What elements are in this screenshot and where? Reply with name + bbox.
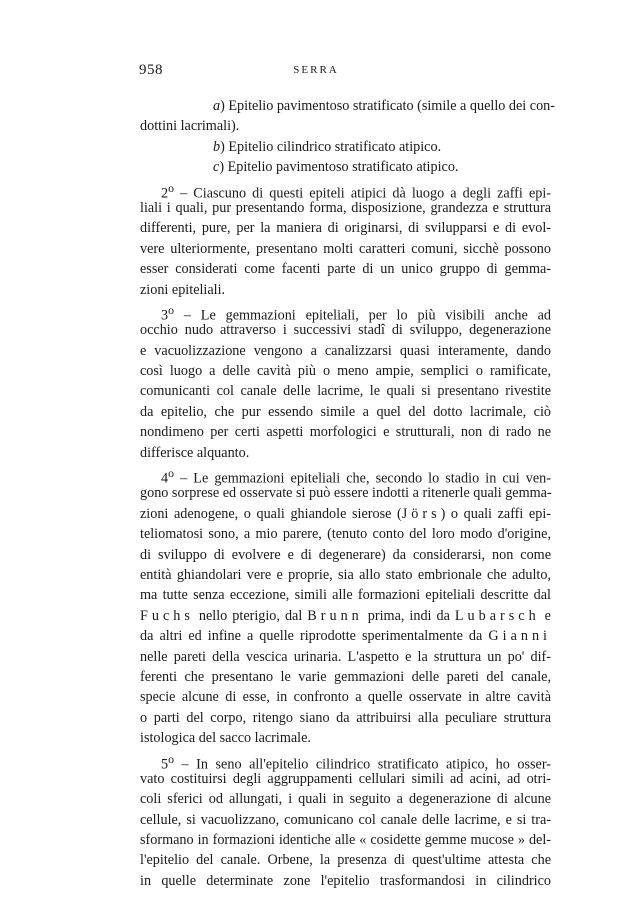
author-name: Jörs xyxy=(401,505,441,522)
para-4-text: ) o quali zaffi epi- xyxy=(440,505,551,522)
para-4-line: ma tutte senza eccezione, simili alle formazioni epiteliali descritte dal xyxy=(140,587,551,604)
para-4-number: 4 xyxy=(161,470,169,487)
para-4-line: nelle pareti della vescica urinaria. L'aspetto e la struttura un po' dif- xyxy=(140,648,551,665)
para-3-line: e vacuolizzazione vengono a canalizzarsi quasi interamente, dando xyxy=(140,342,551,359)
item-c-text: Epitelio pavimentoso stratificato atipico. xyxy=(227,159,459,176)
para-5-line: coli sferici od allungati, i quali in seguito a degenerazione di alcune xyxy=(140,791,551,808)
para-2-number: 2 xyxy=(161,185,169,202)
item-a-cont: dottini lacrimali). xyxy=(140,118,240,135)
item-c-letter: c xyxy=(213,159,220,176)
para-4-line: specie alcune di esse, in confronto a quelle osservate in altre cavità xyxy=(140,689,551,706)
para-4-text: – Le gemmazioni epiteliali che, secondo lo stadio in cui ven- xyxy=(174,470,551,487)
para-3-line: occhio nudo attraverso i successivi stadî di sviluppo, degenerazione xyxy=(140,322,551,339)
para-4-text: nello pterigio, dal xyxy=(193,607,308,624)
para-3-line xyxy=(140,300,551,324)
para-4-line: teliomatosi sono, a mio parere, (tenuto conto del loro modo d'origine, xyxy=(140,526,551,543)
body-text xyxy=(140,96,555,891)
para-3-text: – Le gemmazioni epiteliali, per lo più visibili anche ad xyxy=(174,307,551,324)
ordinal-mark: o xyxy=(168,751,175,766)
para-3-line: così luogo a delle cavità più o meno ampie, semplici o ramificate, xyxy=(140,363,551,380)
author-name: Brunn xyxy=(307,607,363,624)
item-b-text: Epitelio cilindrico stratificato atipico. xyxy=(228,138,442,155)
para-4-line: istologica del sacco lacrimale. xyxy=(140,730,311,747)
para-4-line: di sviluppo di evolvere e di degenerare) da considerarsi, non come xyxy=(140,546,551,563)
para-4-line xyxy=(140,463,551,487)
para-3-line: nondimeno per certi aspetti morfologici e strutturali, non di rado ne xyxy=(140,424,551,441)
ordinal-mark: o xyxy=(168,180,175,195)
para-4-line: o parti del corpo, ritengo siano da attribuirsi alla peculiare struttura xyxy=(140,709,551,726)
para-5-number: 5 xyxy=(161,756,169,773)
para-4-line: ferenti che presentano le varie gemmazioni delle pareti del canale, xyxy=(140,668,551,685)
para-4-line: gono sorprese ed osservate si può essere indotti a ritenerle quali gemma- xyxy=(140,485,552,502)
para-4-text: zioni adenogene, o quali ghiandole sierose ( xyxy=(140,505,402,522)
para-2-line: liali i quali, pur presentando forma, disposizione, grandezza e struttura xyxy=(140,199,551,216)
para-5-line: vato costituirsi degli aggruppamenti cellulari simili ad acini, ad otri- xyxy=(140,770,551,787)
para-2-text: – Ciascuno di questi epiteli atipici dà luogo a degli zaffi epi- xyxy=(174,185,551,202)
para-5-line xyxy=(140,749,551,773)
para-5-line: in quelle determinate zone l'epitelio trasformandosi in cilindrico xyxy=(140,872,551,889)
para-2-line: differenti, pure, per la maniera di originarsi, di svilupparsi e di evol- xyxy=(140,220,551,237)
para-5-line: cellule, si vacuolizzano, comunicano col canale delle lacrime, e si tra- xyxy=(140,811,551,828)
author-name: Gianni xyxy=(488,628,551,645)
para-5-line: sformano in formazioni identiche alle « cosidette gemme mucose » del- xyxy=(140,832,551,849)
ordinal-mark: o xyxy=(168,466,175,481)
para-3-line: comunicanti col canale delle lacrime, le quali si presentano rivestite xyxy=(140,383,551,400)
para-2-line: esser considerati come facenti parte di un unico gruppo di gemma- xyxy=(140,261,551,278)
para-5-text: – In seno all'epitelio cilindrico stratificato atipico, ho osser- xyxy=(174,756,551,773)
para-5-line: l'epitelio del canale. Orbene, la presenza di quest'ultime attesta che xyxy=(140,852,551,869)
para-4-line: entità ghiandolari vere e proprie, sia allo stato embrionale che adulto, xyxy=(140,566,551,583)
author-name: Lubarsch xyxy=(454,607,540,624)
para-3-line: da epitelio, che pur essendo simile a quel del dotto lacrimale, ciò xyxy=(140,403,551,420)
para-3-line: differisce alquanto. xyxy=(140,444,250,461)
para-4-text: da altri ed infine a quelle riprodotte sperimentalmente da xyxy=(140,628,489,645)
item-b-letter: b xyxy=(213,138,221,155)
para-4-text: e xyxy=(539,607,551,624)
running-head: SERRA xyxy=(293,64,339,76)
item-a-text: Epitelio pavimentoso stratificato (simile a quello dei con- xyxy=(228,98,555,114)
para-2-line: vere ulteriormente, presentano molti caratteri comuni, sicchè possono xyxy=(140,240,551,257)
para-4-line xyxy=(140,606,551,626)
item-a-letter: a xyxy=(213,98,221,114)
para-4-text: prima, indi da xyxy=(362,607,455,624)
para-4-line xyxy=(140,504,551,524)
author-name: Fuchs xyxy=(140,607,194,624)
item-a: a) Epitelio pavimentoso stratificato (simile a quello dei con- xyxy=(213,98,555,114)
ordinal-mark: o xyxy=(168,302,175,317)
item-c: c) Epitelio pavimentoso stratificato atipico. xyxy=(213,159,459,176)
para-3-number: 3 xyxy=(161,307,169,324)
para-2-line xyxy=(140,178,551,202)
para-2-line: zioni epiteliali. xyxy=(140,281,226,298)
page-number: 958 xyxy=(139,62,163,78)
para-4-line xyxy=(140,626,551,646)
item-b: b) Epitelio cilindrico stratificato atipico. xyxy=(213,138,442,155)
